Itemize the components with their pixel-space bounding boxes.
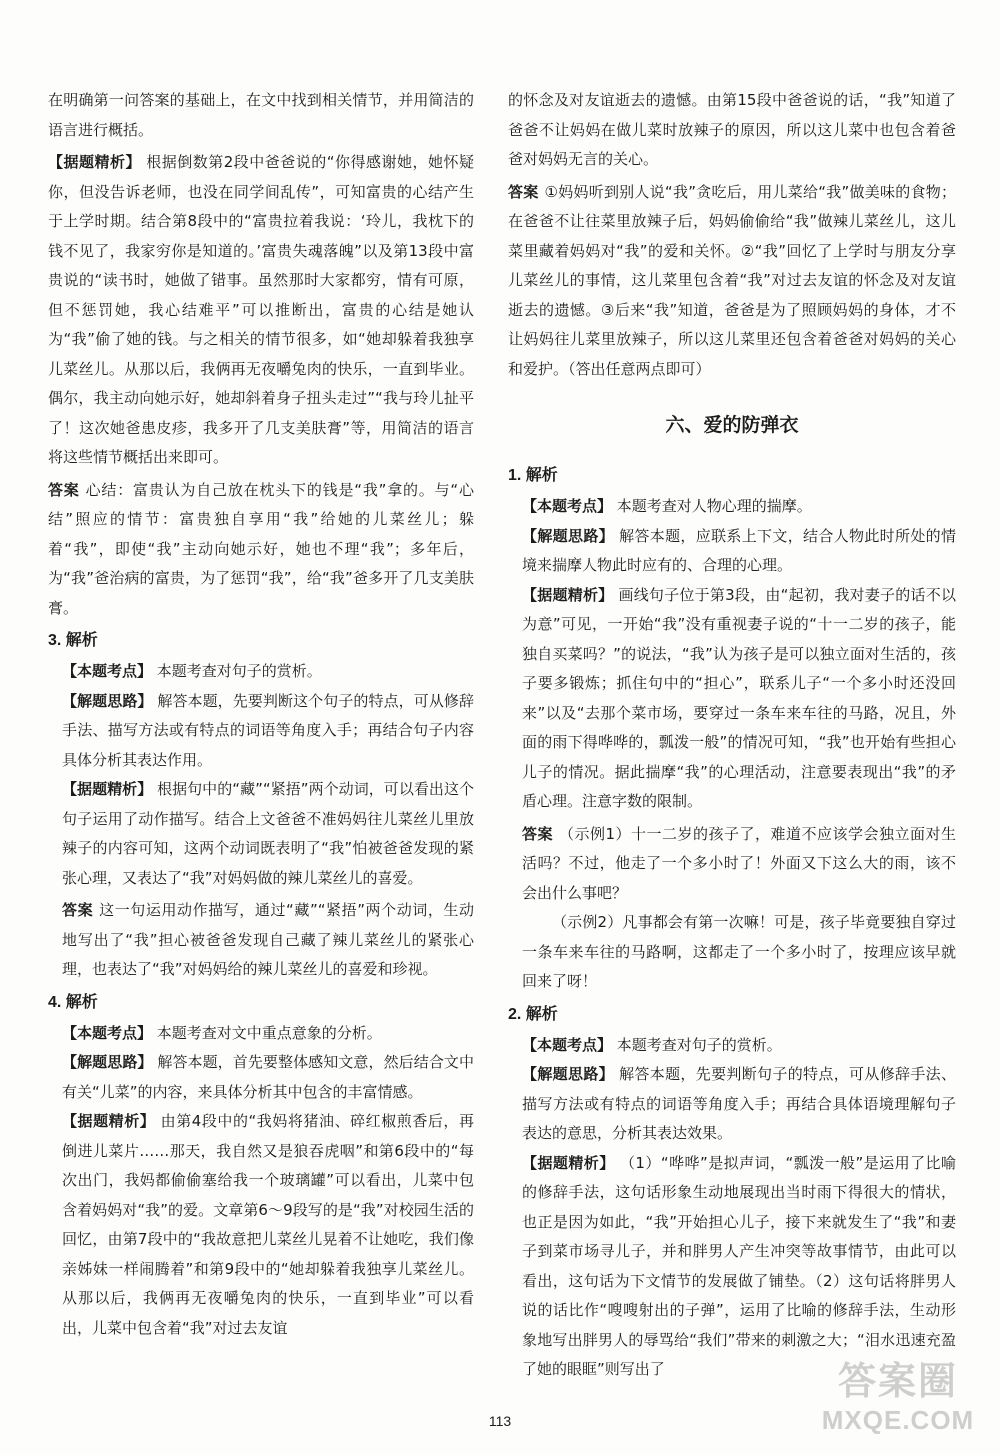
q3-jiexi bbox=[62, 775, 474, 893]
q4-jiexi-text: 由第4段中的“我妈将猪油、碎红椒煎香后，再倒进儿菜片……那天，我自然又是狼吞虎咽”和第6段中的“每次出门，我妈都偷偷塞给我一个玻璃罐”可以看出，儿菜中包含着妈妈对“我”的爱。文章第6～9段写的是“我”对校园生活的回忆，由第7段中的“我故意把儿菜丝儿晃着不让她吃，我们像亲姊妹一样闹腾着”和第9段中的“她却躲着我独享儿菜丝儿。从那以后，我俩再无夜嚼兔肉的快乐，一直到毕业”可以看出，儿菜中包含着“我”对过去友谊 bbox=[62, 1112, 474, 1337]
q4-kaodian-text: 本题考查对文中重点意象的分析。 bbox=[156, 1023, 382, 1042]
q2-answer bbox=[48, 476, 474, 624]
q4-kaodian-tag: 【本题考点】 bbox=[62, 1023, 153, 1042]
s1-answer-label: 答案 bbox=[522, 824, 553, 843]
s2-silu-text: 解答本题，先要判断句子的特点，可从修辞手法、描写方法或有特点的词语等角度入手；再结合具体语境理解句子表达的意思，分析其表达效果。 bbox=[522, 1065, 956, 1142]
q3-kaodian-tag: 【本题考点】 bbox=[62, 662, 153, 680]
q4-kaodian bbox=[62, 1019, 474, 1049]
q4-answer bbox=[508, 178, 956, 385]
q4-silu bbox=[62, 1048, 474, 1107]
q3-answer bbox=[62, 896, 474, 985]
page-number: 113 bbox=[488, 1413, 512, 1429]
q4-body bbox=[48, 1019, 474, 1344]
s1-jiexi-tag: 【据题精析】 bbox=[522, 585, 614, 604]
s2-kaodian-tag: 【本题考点】 bbox=[522, 1035, 613, 1054]
s1-jiexi-text: 画线句子位于第3段，由“起初，我对妻子的话不以为意”可见，一开始“我”没有重视妻子说的“十一二岁的孩子，能独自买菜吗？”的说法，“我”认为孩子是可以独立面对生活的，孩子要多锻炼；抓住句中的“担心”，联系儿子“一个多小时还没回来”以及“去那个菜市场，要穿过一条车来车往的马路，况且，外面的雨下得哗哗的，瓢泼一般”的情况可知，“我”也开始有些担心儿子的情况。据此揣摩“我”的心理活动，注意要表现出“我”的矛盾心理。注意字数的限制。 bbox=[522, 585, 956, 810]
intro-paragraph: 在明确第一问答案的基础上，在文中找到相关情节，并用简洁的语言进行概括。 bbox=[48, 91, 474, 139]
s1-silu-text: 解答本题，应联系上下文，结合人物此时所处的情境来揣摩人物此时应有的、合理的心理。 bbox=[522, 526, 956, 574]
s2-jiexi-tag: 【据题精析】 bbox=[522, 1153, 615, 1172]
q4-heading: 4. 解析 bbox=[48, 993, 98, 1011]
s1-answer-example1: （示例1）十一二岁的孩子了，难道不应该学会独立面对生活吗？不过，他走了一个多小时了！外面又下这么大的雨，该不会出什么事吧？ bbox=[522, 824, 956, 902]
q2-answer-text: 心结：富贵认为自己放在枕头下的钱是“我”拿的。与“心结”照应的情节：富贵独自享用“我”给她的儿菜丝儿；躲着“我”，即使“我”主动向她示好，她也不理“我”；多年后，为“我”爸治病的富贵，为了惩罚“我”，给“我”爸多开了几支美肤膏。 bbox=[48, 480, 474, 617]
q2-analysis-tag: 【据题精析】 bbox=[48, 153, 141, 171]
q4-silu-tag: 【解题思路】 bbox=[62, 1053, 153, 1071]
q3-jiexi-text: 根据句中的“藏”“紧捂”两个动词，可以看出这个句子运用了动作描写。结合上文爸爸不准妈妈往儿菜丝儿里放辣子的内容可知，这两个动词既表明了“我”怕被爸爸发现的紧张心理，又表达了“我”对妈妈做的辣儿菜丝儿的喜爱。 bbox=[62, 780, 474, 887]
s1-heading: 1. 解析 bbox=[508, 467, 558, 484]
s1-silu bbox=[522, 522, 956, 581]
s1-kaodian bbox=[522, 492, 956, 522]
q4-answer-text: ①妈妈听到别人说“我”贪吃后，用儿菜给“我”做美味的食物；在爸爸不让往菜里放辣子后，妈妈偷偷给“我”做辣儿菜丝儿，这儿菜里藏着妈妈对“我”的爱和关怀。②“我”回忆了上学时与朋友分享儿菜丝儿的事情，这儿菜里包含着“我”对过去友谊的怀念及对友谊逝去的遗憾。③后来“我”知道，爸爸是为了照顾妈妈的身体，才不让妈妈往儿菜里放辣子，所以这儿菜里还包含着爸爸对妈妈的关心和爱护。（答出任意两点即可） bbox=[508, 182, 956, 378]
s2-body bbox=[508, 1031, 956, 1385]
s1-jiexi bbox=[522, 581, 956, 817]
q4-continued: 的怀念及对友谊逝去的遗憾。由第15段中爸爸说的话，“我”知道了爸爸不让妈妈在做儿菜时放辣子的原因，所以这儿菜中也包含着爸爸对妈妈无言的关心。 bbox=[508, 91, 956, 168]
q3-silu-tag: 【解题思路】 bbox=[62, 691, 153, 710]
s2-silu-tag: 【解题思路】 bbox=[522, 1065, 614, 1083]
watermark-cn: 答案圈 bbox=[837, 1361, 958, 1403]
s1-body bbox=[508, 492, 956, 997]
s1-answer-example2: （示例2）凡事都会有第一次嘛！可是，孩子毕竟要独自穿过一条车来车往的马路啊，这都走了一个多小时了，按理应该早就回来了呀！ bbox=[522, 913, 956, 990]
section-title: 六、爱的防弹衣 bbox=[665, 414, 799, 436]
s1-kaodian-tag: 【本题考点】 bbox=[522, 497, 613, 515]
q2-analysis bbox=[48, 148, 474, 473]
s1-answer bbox=[522, 820, 956, 909]
s1-kaodian-text: 本题考查对人物心理的揣摩。 bbox=[616, 497, 812, 515]
s2-jiexi-text: （1）“哗哗”是拟声词，“瓢泼一般”是运用了比喻的修辞手法，这句话形象生动地展现出当时雨下得很大的情状，也正是因为如此，“我”开始担心儿子，接下来就发生了“我”和妻子到菜市场寻儿子，并和胖男人产生冲突等故事情节，由此可以看出，这句话为下文情节的发展做了铺垫。（2）这句话将胖男人说的话比作“嗖嗖射出的子弹”，运用了比喻的修辞手法，生动形象地写出胖男人的辱骂给“我们”带来的刺激之大；“泪水迅速充盈了她的眼眶”则写出了 bbox=[522, 1153, 956, 1378]
q2-analysis-text: 根据倒数第2段中爸爸说的“你得感谢她，她怀疑你，但没告诉老师，也没在同学间乱传”，可知富贵的心结产生于上学时期。结合第8段中的“富贵拉着我说：‘玲儿，我枕下的钱不见了，我家穷你是知道的。’富贵失魂落魄”以及第13段中富贵说的“读书时，她做了错事。虽然那时大家都穷，情有可原，但不惩罚她，我心结难平”可以推断出，富贵的心结是她认为“我”偷了她的钱。与之相关的情节很多，如“她却躲着我独享儿菜丝儿。从那以后，我俩再无夜嚼兔肉的快乐，一直到毕业。偶尔，我主动向她示好，她却斜着身子扭头走过”“我与玲儿扯平了！这次她爸患皮疹，我多开了几支美肤膏”等，用简洁的语言将这些情节概括出来即可。 bbox=[48, 153, 474, 466]
q3-heading: 3. 解析 bbox=[48, 632, 98, 649]
q3-answer-label: 答案 bbox=[62, 901, 94, 919]
q2-answer-label: 答案 bbox=[48, 480, 80, 499]
q4-jiexi-tag: 【据题精析】 bbox=[62, 1112, 156, 1130]
watermark-en: MXQE.COM bbox=[821, 1405, 975, 1435]
q3-kaodian bbox=[62, 657, 474, 687]
s2-jiexi bbox=[522, 1149, 956, 1385]
q3-kaodian-text: 本题考查对句子的赏析。 bbox=[156, 662, 322, 680]
q4-answer-label: 答案 bbox=[508, 182, 539, 201]
watermark-logo bbox=[810, 1360, 986, 1444]
q3-silu bbox=[62, 687, 474, 776]
left-column bbox=[48, 86, 474, 1343]
s2-kaodian-text: 本题考查对句子的赏析。 bbox=[616, 1035, 782, 1054]
s2-heading: 2. 解析 bbox=[508, 1005, 558, 1023]
s2-silu bbox=[522, 1060, 956, 1149]
q3-silu-text: 解答本题，先要判断这个句子的特点，可从修辞手法、描写方法或有特点的词语等角度入手；再结合句子内容具体分析其表达作用。 bbox=[62, 691, 474, 769]
right-column bbox=[508, 86, 956, 1385]
q3-body bbox=[48, 657, 474, 985]
q3-jiexi-tag: 【据题精析】 bbox=[62, 780, 153, 798]
q4-jiexi bbox=[62, 1107, 474, 1343]
s1-silu-tag: 【解题思路】 bbox=[522, 526, 614, 545]
q4-silu-text: 解答本题，首先要整体感知文意，然后结合文中有关“儿菜”的内容，来具体分析其中包含的丰富情感。 bbox=[62, 1053, 474, 1101]
q3-answer-text: 这一句运用动作描写，通过“藏”“紧捂”两个动词，生动地写出了“我”担心被爸爸发现自己藏了辣儿菜丝儿的紧张心理，也表达了“我”对妈妈给的辣儿菜丝儿的喜爱和珍视。 bbox=[62, 901, 474, 978]
s2-kaodian bbox=[522, 1031, 956, 1061]
